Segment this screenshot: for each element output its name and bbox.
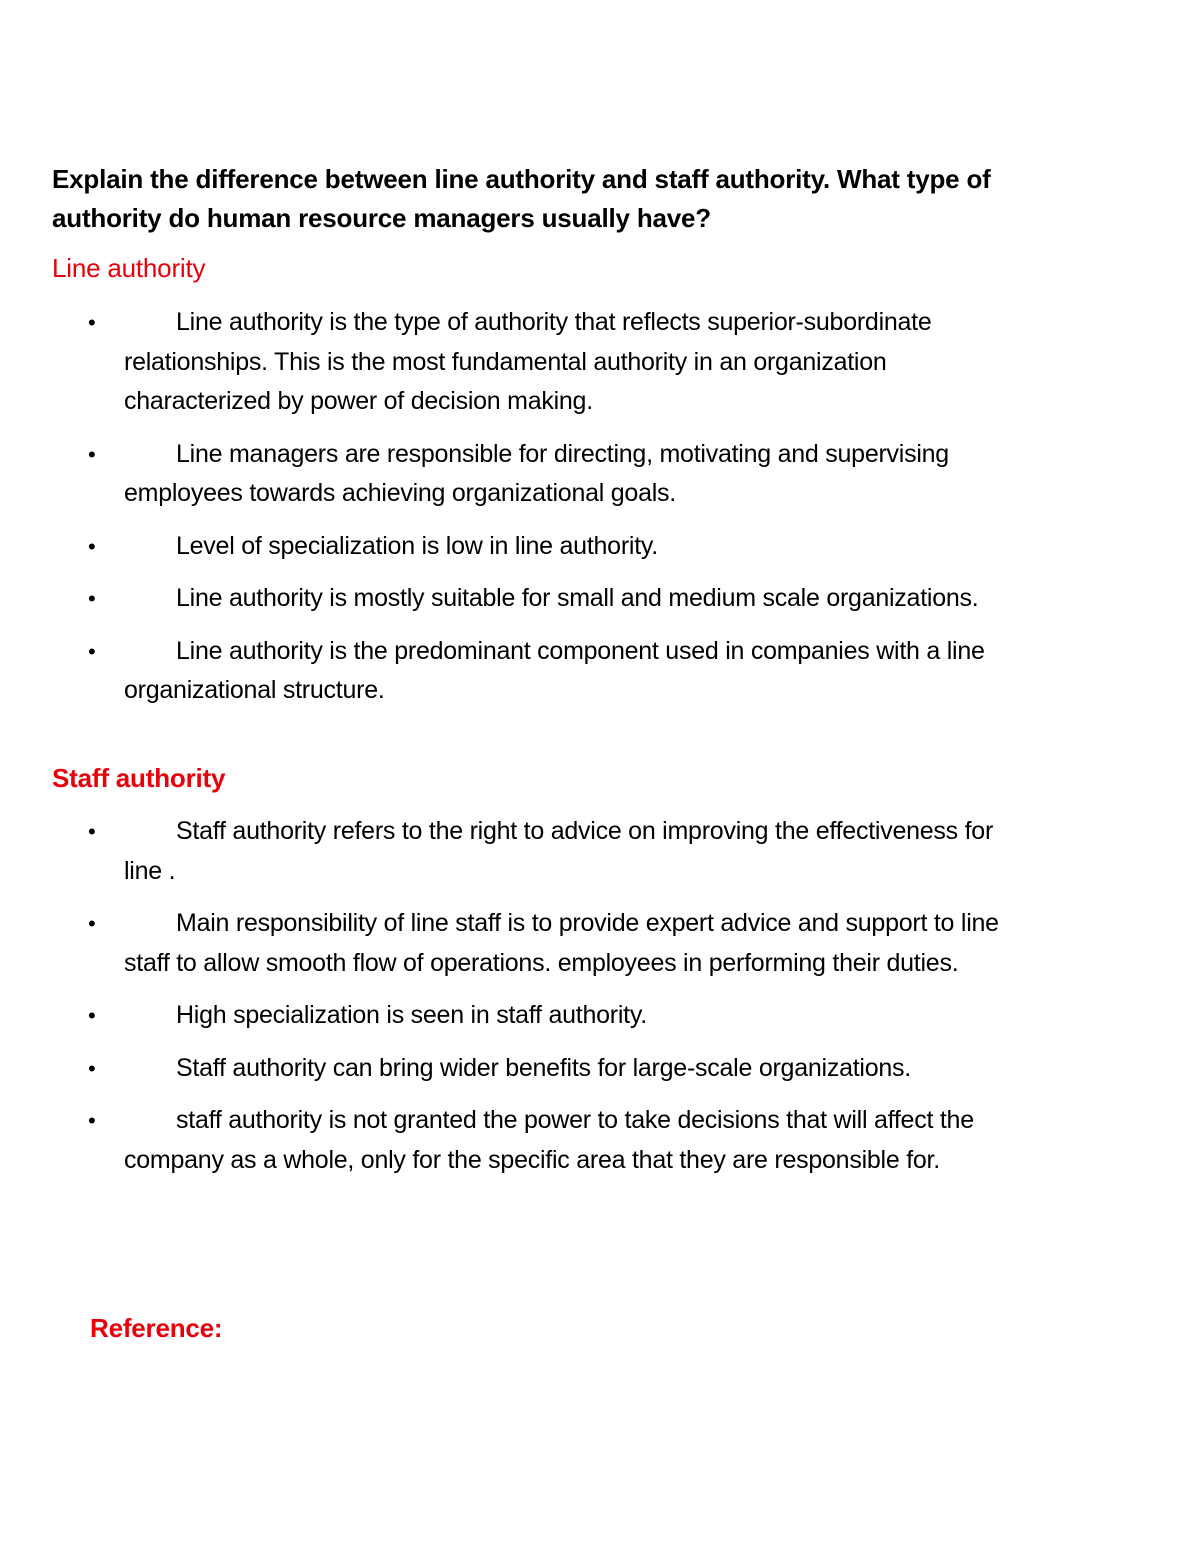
list-item [0,303,1024,422]
staff-authority-heading: Staff authority [52,763,226,793]
list-item [0,579,1024,619]
list-item [0,435,1024,514]
bullet-icon: • [88,819,96,844]
bullet-icon: • [88,533,96,559]
bullet-icon: • [88,586,96,611]
bullet-icon: • [88,1055,96,1081]
list-item [0,1049,1024,1089]
bullet-icon: • [88,310,96,335]
bullet-icon: • [88,1108,96,1133]
list-item-text: Line managers are responsible for directing, motivating and supervising employees towards achieving organizational goals. [124,439,949,507]
bullet-icon: • [88,1003,96,1028]
list-item-text: Level of specialization is low in line authority. [176,531,658,560]
list-item [0,1101,1024,1180]
list-item-text: Line authority is mostly suitable for small and medium scale organizations. [176,584,979,612]
list-item-text: Line authority is the type of authority that reflects superior-subordinate relationships. This is the most fundamental authority in an organization characterized by power of decision making. [124,308,932,415]
list-item [0,527,1024,567]
bullet-icon: • [88,638,96,664]
list-item [0,904,1024,983]
list-item-text: High specialization is seen in staff authority. [176,1001,647,1029]
staff-authority-list [0,812,1100,1193]
list-item [0,632,1024,711]
reference-heading: Reference: [90,1313,223,1343]
list-item [0,812,1024,891]
list-item [0,996,1024,1036]
list-item-text: Main responsibility of line staff is to provide expert advice and support to line staff to allow smooth flow of operations. employees in performing their duties. [124,909,999,977]
bullet-icon: • [88,441,96,467]
list-item-text: Line authority is the predominant component used in companies with a line organizational structure. [124,636,985,704]
line-authority-heading: Line authority [52,253,206,283]
list-item-text: staff authority is not granted the power to take decisions that will affect the company as a whole, only for the specific area that they are responsible for. [124,1106,974,1174]
line-authority-list [0,303,1100,724]
list-item-text: Staff authority can bring wider benefits for large-scale organizations. [176,1053,911,1082]
question-title: Explain the difference between line authority and staff authority. What type of authority do human resource managers usually have? [52,164,991,233]
list-item-text: Staff authority refers to the right to advice on improving the effectiveness for line . [124,817,994,885]
bullet-icon: • [88,911,96,936]
